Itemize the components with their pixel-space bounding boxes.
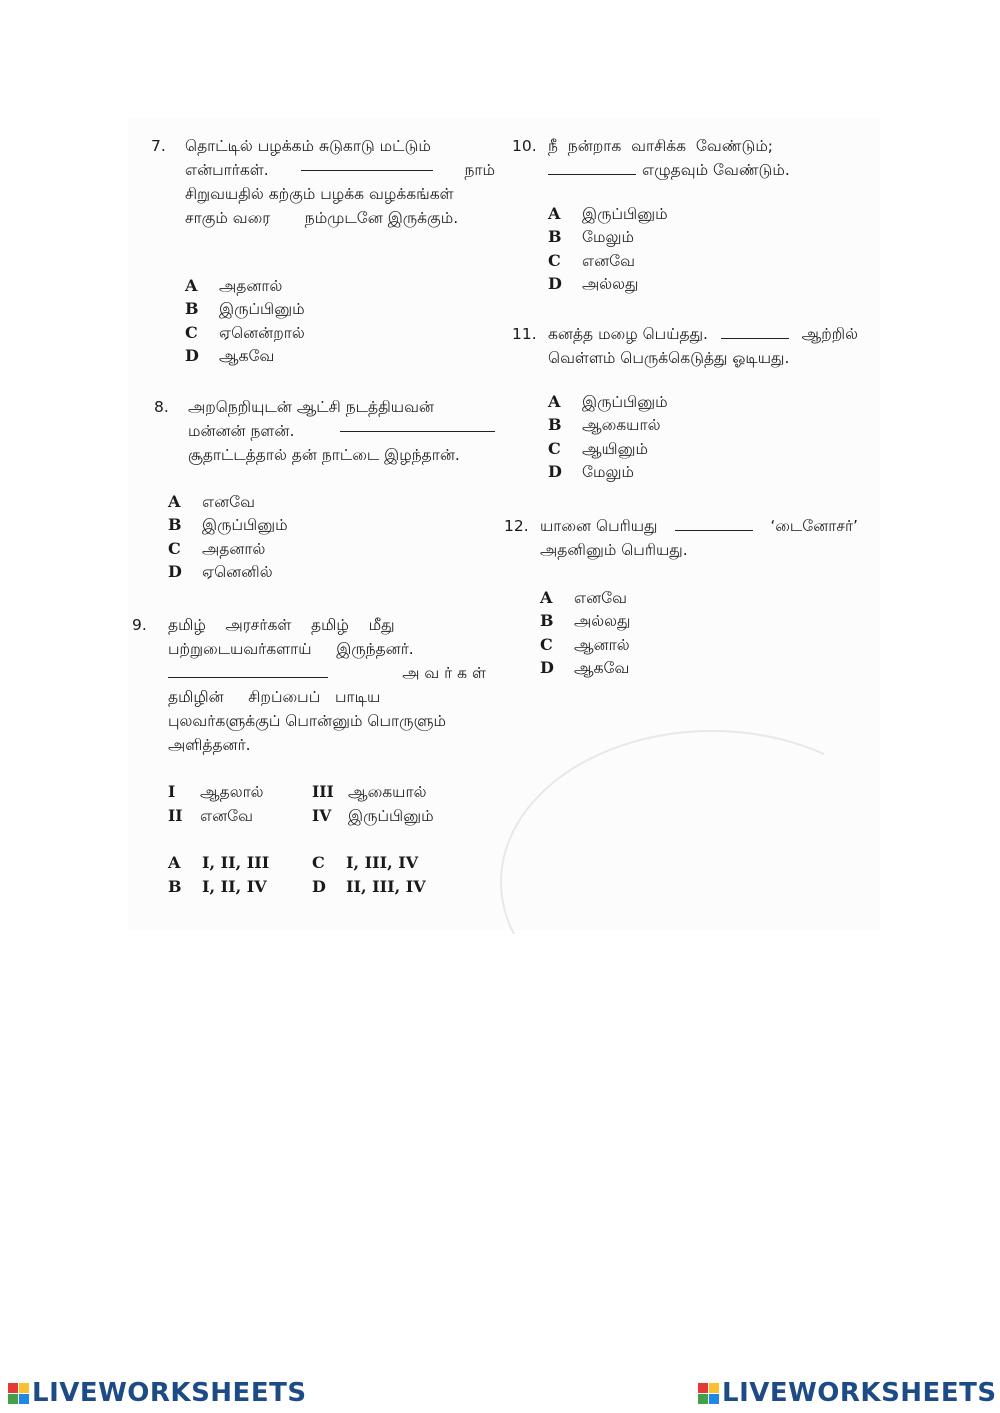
option-c[interactable]: C ஆயினும் xyxy=(548,438,648,458)
question-stem: தமிழ் அரசர்கள் தமிழ் மீது பற்றுடையவர்களாய் இருந்தனர். அ வ ர் க ள் தமிழின் சிறப்பைப் பாடிய புலவர்களுக்குப் பொன்னும் பொருளும் அளித்தனர். xyxy=(168,616,486,754)
answer-blank[interactable] xyxy=(340,419,495,432)
question-number: 8. xyxy=(154,398,169,416)
combo-option-c[interactable]: C I, III, IV xyxy=(312,853,419,872)
liveworksheets-icon xyxy=(698,1383,720,1405)
option-b[interactable]: B இருப்பினும் xyxy=(168,515,288,535)
option-c[interactable]: C ஏனென்றால் xyxy=(185,322,305,342)
option-b[interactable]: B ஆகையால் xyxy=(548,415,661,435)
answer-blank[interactable] xyxy=(168,665,328,678)
question-stem: நீ நன்றாக வாசிக்க வேண்டும்; எழுதவும் வேண்டும். xyxy=(548,137,790,179)
answer-blank[interactable] xyxy=(548,162,636,175)
option-b[interactable]: B மேலும் xyxy=(548,227,634,247)
option-c[interactable]: C எனவே xyxy=(548,250,635,270)
roman-option-1: I ஆதலால் xyxy=(168,782,264,801)
question-12 xyxy=(504,514,858,680)
question-8 xyxy=(154,395,495,467)
option-a[interactable]: A இருப்பினும் xyxy=(548,203,668,223)
options-list xyxy=(548,390,858,484)
combo-option-d[interactable]: D II, III, IV xyxy=(312,877,426,896)
option-a[interactable]: A இருப்பினும் xyxy=(548,391,668,411)
options-list-8 xyxy=(168,490,288,584)
question-stem: அறநெறியுடன் ஆட்சி நடத்தியவன் மன்னன் நளன். சூதாட்டத்தால் தன் நாட்டை இழந்தான். xyxy=(188,395,495,467)
answer-blank[interactable] xyxy=(301,158,433,171)
roman-option-3: III ஆகையால் xyxy=(312,782,427,801)
question-10 xyxy=(512,134,858,296)
option-b[interactable]: B அல்லது xyxy=(540,611,631,631)
combo-option-b[interactable]: B I, II, IV xyxy=(168,877,267,896)
footer-logo-right: LIVEWORKSHEETS xyxy=(698,1378,997,1408)
question-number: 12. xyxy=(504,517,529,535)
question-number: 10. xyxy=(512,137,537,155)
liveworksheets-icon xyxy=(8,1383,30,1405)
answer-blank[interactable] xyxy=(675,518,753,531)
option-d[interactable]: D ஆகவே xyxy=(185,346,275,366)
options-list xyxy=(548,202,858,296)
option-a[interactable]: A எனவே xyxy=(168,491,255,511)
option-d[interactable]: D மேலும் xyxy=(548,462,634,482)
question-9 xyxy=(132,613,486,757)
question-number: 11. xyxy=(512,325,537,343)
option-d[interactable]: D அல்லது xyxy=(548,274,639,294)
answer-blank[interactable] xyxy=(721,326,789,339)
question-number: 9. xyxy=(132,616,147,634)
option-b[interactable]: B இருப்பினும் xyxy=(185,299,305,319)
option-c[interactable]: C ஆனால் xyxy=(540,634,630,654)
roman-option-2: II எனவே xyxy=(168,806,253,825)
question-7 xyxy=(151,134,495,368)
options-list xyxy=(185,274,495,368)
option-a[interactable]: A எனவே xyxy=(540,587,627,607)
roman-option-4: IV இருப்பினும் xyxy=(312,806,434,825)
option-d[interactable]: D ஏனெனில் xyxy=(168,562,273,582)
footer-logo-left: LIVEWORKSHEETS xyxy=(8,1378,307,1408)
question-number: 7. xyxy=(151,137,166,155)
question-stem: கனத்த மழை பெய்தது. ஆற்றில் வெள்ளம் பெருக்கெடுத்து ஓடியது. xyxy=(548,325,858,367)
option-c[interactable]: C அதனால் xyxy=(168,538,266,558)
options-list xyxy=(540,586,858,680)
option-a[interactable]: A அதனால் xyxy=(185,275,283,295)
question-11 xyxy=(512,322,858,484)
question-stem: யானை பெரியது ‘டைனோசர்’ அதனினும் பெரியது. xyxy=(540,517,858,559)
combo-option-a[interactable]: A I, II, III xyxy=(168,853,270,872)
option-d[interactable]: D ஆகவே xyxy=(540,658,630,678)
question-stem: தொட்டில் பழக்கம் சுடுகாடு மட்டும் என்பார்கள். நாம் சிறுவயதில் கற்கும் பழக்க வழக்கங்கள் சாகும் வரை நம்முடனே இருக்கும். xyxy=(185,137,495,227)
